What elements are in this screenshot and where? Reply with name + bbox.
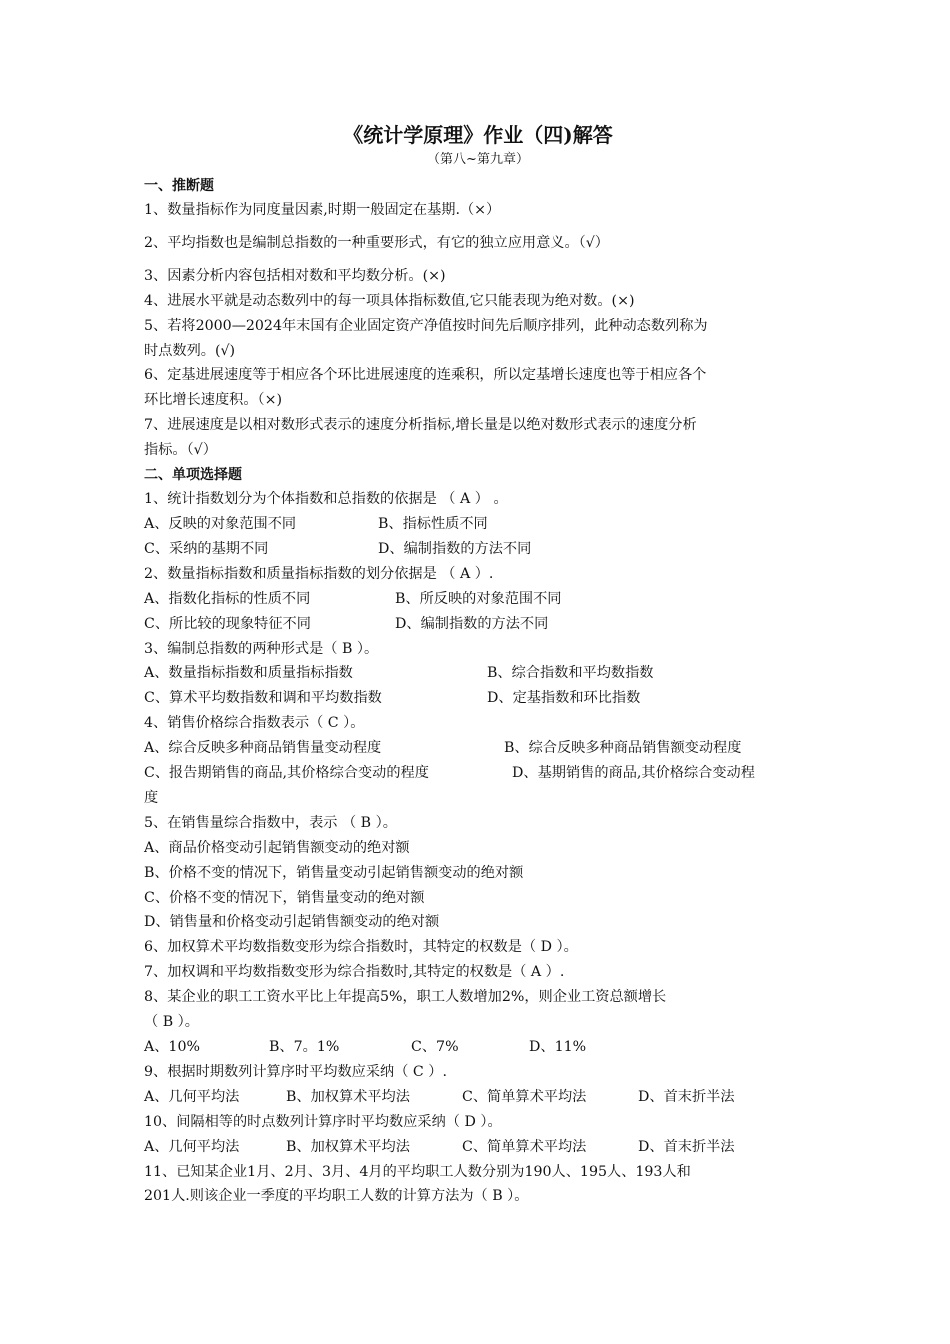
question-1: 1、统计指数划分为个体指数和总指数的依据是 （ A ） 。 bbox=[144, 491, 508, 508]
option-d: D、首末折半法 bbox=[638, 1138, 735, 1155]
judgement-item-5-cont: 时点数列。(√) bbox=[144, 342, 236, 359]
question-5-option-d: D、销售量和价格变动引起销售额变动的绝对额 bbox=[144, 914, 440, 931]
judgement-item-2: 2、平均指数也是编制总指数的一种重要形式，有它的独立应用意义。（√） bbox=[144, 234, 609, 251]
question-11: 11、已知某企业1月、2月、3月、4月的平均职工人数分别为190人、195人、193人和 bbox=[144, 1163, 691, 1180]
question-8-cont: （ B ）。 bbox=[144, 1014, 199, 1031]
option-c: C、简单算术平均法 bbox=[462, 1138, 587, 1155]
question-1-options-row1 bbox=[144, 512, 812, 537]
option-b: B、指标性质不同 bbox=[378, 515, 488, 532]
question-1-options-row2 bbox=[144, 537, 812, 562]
question-2-options-row2 bbox=[144, 612, 812, 637]
question-8-options bbox=[144, 1035, 812, 1060]
option-c: C、算术平均数指数和调和平均数指数 bbox=[144, 690, 382, 707]
question-11-cont: 201人.则该企业一季度的平均职工人数的计算方法为（ B ）。 bbox=[144, 1188, 529, 1205]
question-3-options-row1 bbox=[144, 661, 812, 686]
question-5-option-a: A、商品价格变动引起销售额变动的绝对额 bbox=[144, 839, 410, 856]
option-a: A、几何平均法 bbox=[144, 1138, 240, 1155]
section-heading-choice: 二、单项选择题 bbox=[144, 467, 242, 484]
section-heading-judgement: 一、推断题 bbox=[144, 178, 214, 194]
question-10: 10、间隔相等的时点数列计算序时平均数应采纳（ D ）。 bbox=[144, 1113, 502, 1130]
judgement-item-5: 5、若将2000—2024年末国有企业固定资产净值按时间先后顺序排列，此种动态数列称为 bbox=[144, 317, 708, 334]
option-a: A、数量指标指数和质量指标指数 bbox=[144, 665, 353, 682]
judgement-item-7: 7、进展速度是以相对数形式表示的速度分析指标,增长量是以绝对数形式表示的速度分析 bbox=[144, 417, 697, 434]
question-9: 9、根据时期数列计算序时平均数应采纳（ C ）. bbox=[144, 1063, 447, 1080]
option-d: D、编制指数的方法不同 bbox=[378, 540, 532, 557]
option-b: B、综合反映多种商品销售额变动程度 bbox=[504, 740, 742, 757]
judgement-item-6-cont: 环比增长速度积。（×) bbox=[144, 392, 283, 409]
option-c: C、报告期销售的商品,其价格综合变动的程度 bbox=[144, 765, 429, 782]
question-10-options bbox=[144, 1135, 812, 1160]
question-6: 6、加权算术平均数指数变形为综合指数时，其特定的权数是（ D ）。 bbox=[144, 939, 578, 956]
option-a: A、综合反映多种商品销售量变动程度 bbox=[144, 740, 382, 757]
option-a: A、几何平均法 bbox=[144, 1088, 240, 1105]
option-d: D、编制指数的方法不同 bbox=[395, 615, 549, 632]
option-a: A、反映的对象范围不同 bbox=[144, 515, 297, 532]
option-c: C、采纳的基期不同 bbox=[144, 540, 269, 557]
question-2: 2、数量指标指数和质量指标指数的划分依据是 （ A ）. bbox=[144, 565, 494, 582]
option-b: B、综合指数和平均数指数 bbox=[487, 665, 654, 682]
judgement-item-6: 6、定基进展速度等于相应各个环比进展速度的连乘积，所以定基增长速度也等于相应各个 bbox=[144, 367, 707, 384]
question-4-options-row1 bbox=[144, 736, 812, 761]
question-4-option-d-cont: 度 bbox=[144, 789, 159, 806]
question-4-options-row2 bbox=[144, 761, 812, 786]
question-7: 7、加权调和平均数指数变形为综合指数时,其特定的权数是（ A ）. bbox=[144, 964, 565, 981]
document-subtitle: （第八~第九章） bbox=[427, 152, 529, 167]
option-b: B、所反映的对象范围不同 bbox=[395, 590, 562, 607]
question-9-options bbox=[144, 1085, 812, 1110]
document-title: 《统计学原理》作业（四)解答 bbox=[343, 123, 613, 147]
question-5: 5、在销售量综合指数中，表示 （ B ）。 bbox=[144, 814, 397, 831]
option-a: A、指数化指标的性质不同 bbox=[144, 590, 311, 607]
judgement-item-4: 4、进展水平就是动态数列中的每一项具体指标数值,它只能表现为绝对数。(×) bbox=[144, 292, 635, 309]
option-d: D、基期销售的商品,其价格综合变动程 bbox=[512, 765, 755, 782]
document-page bbox=[144, 120, 812, 1209]
option-d: D、首末折半法 bbox=[638, 1088, 735, 1105]
option-a: A、10% bbox=[144, 1039, 200, 1055]
option-b: B、7。1% bbox=[269, 1039, 340, 1055]
option-b: B、加权算术平均法 bbox=[286, 1138, 410, 1155]
option-c: C、所比较的现象特征不同 bbox=[144, 615, 311, 632]
question-5-option-b: B、价格不变的情况下，销售量变动引起销售额变动的绝对额 bbox=[144, 864, 524, 881]
question-2-options-row1 bbox=[144, 587, 812, 612]
option-d: D、11% bbox=[529, 1039, 587, 1055]
option-d: D、定基指数和环比指数 bbox=[487, 690, 641, 707]
option-c: C、7% bbox=[411, 1039, 459, 1055]
judgement-item-3: 3、因素分析内容包括相对数和平均数分析。(×) bbox=[144, 267, 446, 284]
judgement-item-7-cont: 指标。（√） bbox=[144, 442, 217, 459]
question-3: 3、编制总指数的两种形式是（ B ）。 bbox=[144, 640, 379, 657]
option-b: B、加权算术平均法 bbox=[286, 1088, 410, 1105]
question-3-options-row2 bbox=[144, 686, 812, 711]
option-c: C、简单算术平均法 bbox=[462, 1088, 587, 1105]
question-4: 4、销售价格综合指数表示（ C ）。 bbox=[144, 715, 365, 732]
judgement-item-1: 1、数量指标作为同度量因素,时期一般固定在基期.（×） bbox=[144, 202, 501, 218]
question-5-option-c: C、价格不变的情况下，销售量变动的绝对额 bbox=[144, 889, 425, 906]
question-8: 8、某企业的职工工资水平比上年提高5%，职工人数增加2%，则企业工资总额增长 bbox=[144, 989, 667, 1006]
